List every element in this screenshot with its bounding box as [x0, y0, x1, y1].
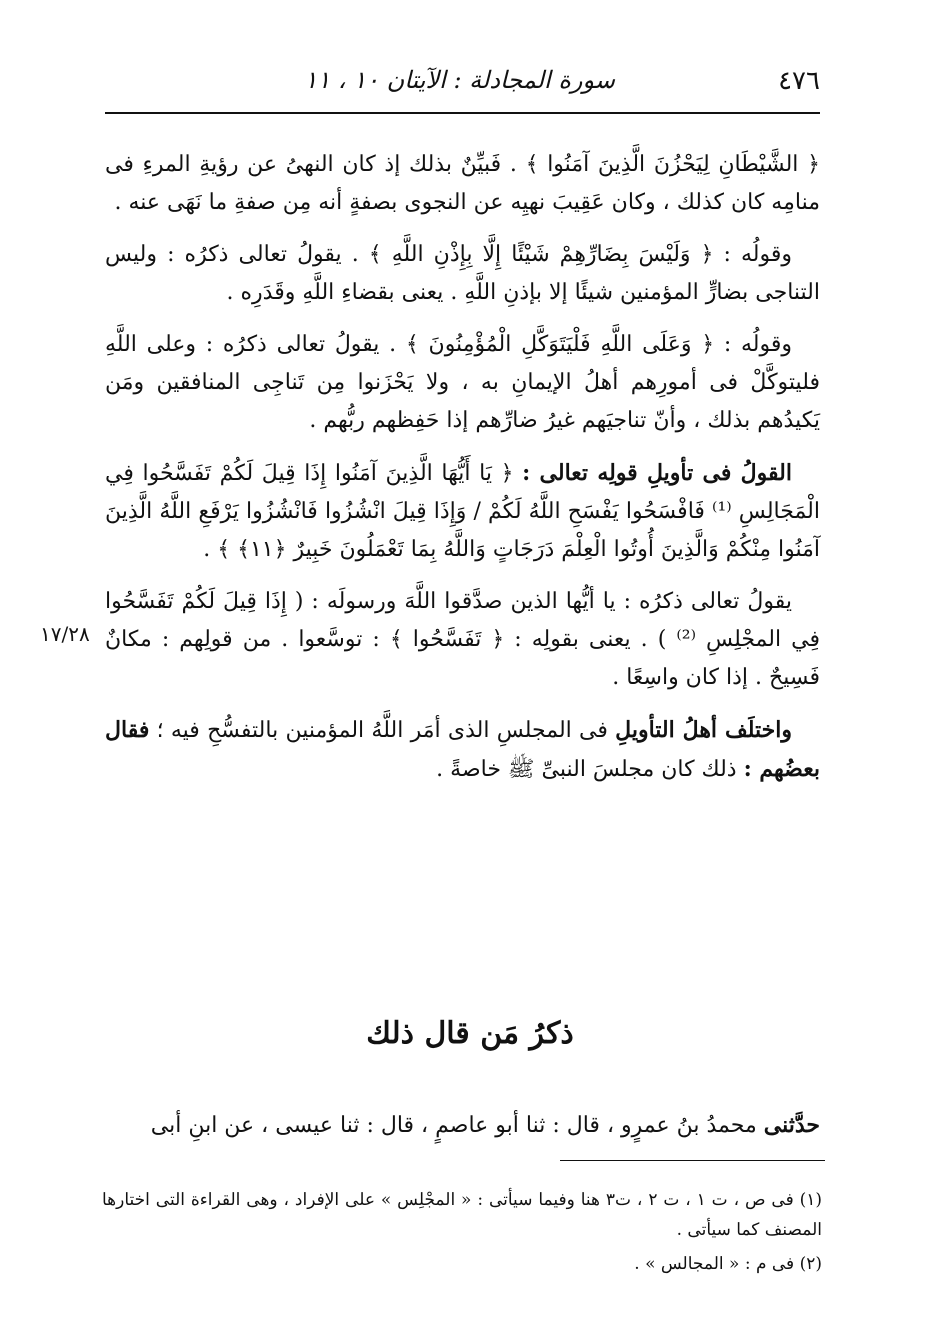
margin-reference: ١٧/٢٨	[40, 622, 90, 646]
verse-text: ﴿ يَا أَيُّهَا الَّذِينَ آمَنُوا إِذَا قِيلَ لَكُمْ تَفَسَّحُوا فِي الْمَجَالِسِ ⁽¹⁾ فَافْسَحُوا يَفْسَحِ اللَّهُ لَكُمْ / وَإِذَا قِيلَ انْشُزُوا فَانْشُزُوا يَرْفَعِ اللَّهُ الَّذِينَ آمَنُوا مِنْكُمْ وَالَّذِينَ أُوتُوا الْعِلْمَ دَرَجَاتٍ وَاللَّهُ بِمَا تَعْمَلُونَ خَبِيرٌ ﴿١١﴾ ﴾ .	[105, 461, 820, 562]
page-header	[105, 56, 820, 114]
footnote-divider	[560, 1160, 825, 1161]
isnad-text: محمدُ بنُ عمرٍو ، قال : ثنا أبو عاصمٍ ، قال : ثنا عيسى ، عن ابنِ أبى	[150, 1113, 764, 1138]
paragraph-6	[105, 711, 820, 789]
paragraph-6-tail: ذلك كان مجلسَ النبىِّ ﷺ خاصةً .	[436, 757, 737, 782]
paragraph-5: يقولُ تعالى ذكرُه : يا أيُّها الذين صدَّقوا اللَّهَ ورسولَه : ( إِذَا قِيلَ لَكُمْ تَفَسَّحُوا فِي المجْلِسِ ⁽²⁾ ) . يعنى بقولِه : ﴿ تَفَسَّحُوا ﴾ : توسَّعوا . من قولِهم : مكانٌ فَسِيحٌ . إذا كان واسِعًا .	[105, 589, 820, 690]
footnote-2: (٢) فى م : « المجالس » .	[634, 1254, 822, 1274]
tafsir-heading: القولُ فى تأويلِ قولِه تعالى :	[522, 460, 792, 486]
footnotes	[102, 1185, 822, 1283]
page-number: ٤٧٦	[778, 66, 820, 96]
paragraph-3: وقولُه : ﴿ وَعَلَى اللَّهِ فَلْيَتَوَكَّلِ الْمُؤْمِنُونَ ﴾ . يقولُ تعالى ذكرُه : وعلى اللَّهِ فليتوكَّلْ فى أمورِهم أهلُ الإيمانِ به ، ولا يَحْزَنوا مِن تَناجِى المنافقين ومَن يَكيدُهم بذلك ، وأنّ تناجيَهم غيرُ ضارِّهم إذا حَفِظهم ربُّهم .	[105, 332, 820, 433]
paragraph-1: ﴿ الشَّيْطَانِ لِيَحْزُنَ الَّذِينَ آمَنُوا ﴾ . فَبيِّنٌ بذلك إذ كان النهىُ عن رؤيةِ المرءِ فى منامِه كان كذلك ، وكان عَقِيبَ نهيِه عن النجوى بصفةٍ أنه مِن صفةِ ما نَهَى عنه .	[105, 152, 820, 215]
footnote-1: (١) فى ص ، ت ١ ، ت ٢ ، ت٣ هنا وفيما سيأتى : « المجْلِس » على الإفراد ، وهى القراءة التى اختارها المصنف كما سيأتى .	[102, 1190, 823, 1240]
paragraph-6-text: فى المجلسِ الذى أمَر اللَّهُ المؤمنين بالتفسُّحِ فيه ؛	[149, 718, 616, 743]
paragraph-7	[105, 1106, 820, 1145]
section-heading: ذكرُ مَن قال ذلك	[366, 1016, 574, 1051]
paragraph-4	[105, 454, 820, 569]
bold-lead-1: واختلَف أهلُ التأويلِ	[615, 717, 792, 743]
bold-lead-2: فقال بعضُهم :	[105, 717, 820, 782]
hadith-lead: حدَّثنى	[763, 1112, 820, 1138]
body-text	[105, 146, 820, 803]
paragraph-2: وقولُه : ﴿ وَلَيْسَ بِضَارِّهِمْ شَيْئًا إِلَّا بِإِذْنِ اللَّهِ ﴾ . يقولُ تعالى ذكرُه : وليس التناجى بضارٍّ المؤمنين شيئًا إلا بإذنِ اللَّهِ . يعنى بقضاءِ اللَّهِ وقَدَرِه .	[105, 242, 820, 305]
running-title: سورة المجادلة : الآيتان ١٠ ، ١١	[304, 66, 615, 94]
